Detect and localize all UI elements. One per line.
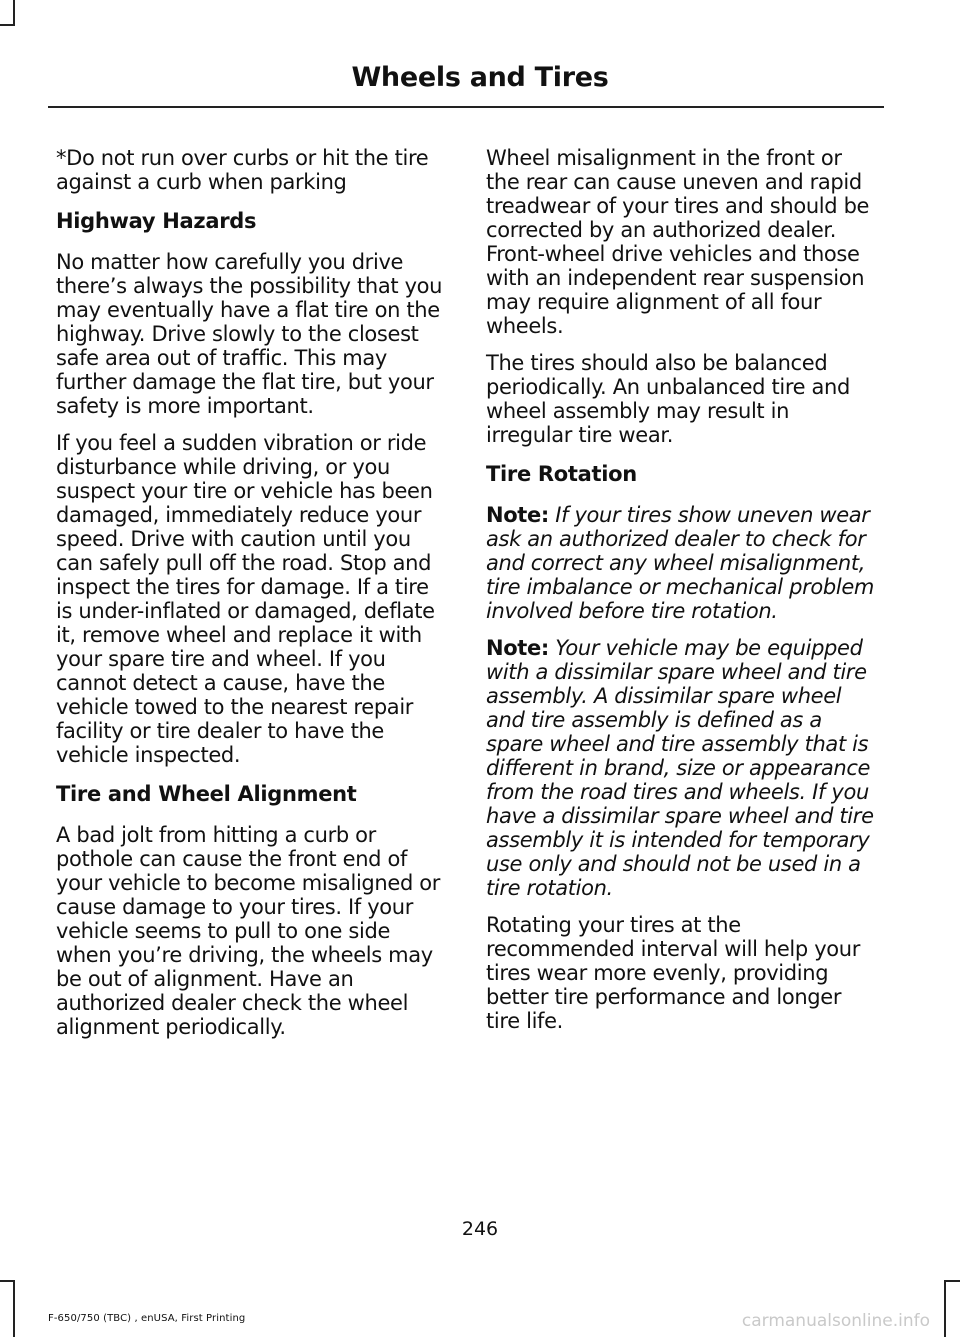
page-title: Wheels and Tires	[351, 62, 609, 93]
note-text: Your vehicle may be equipped with a dissimilar spare wheel and tire assembly. A dissimilar spare wheel and tire assembly is defined as a spare wheel and tire assembly that is different in brand, size or appearance from the road tires and wheels. If you have a dissimilar spare wheel and tire assembly it is intended for temporary use only and should not be used in a tire rotation.	[486, 636, 874, 900]
note-uneven-wear	[486, 503, 880, 623]
watermark: carmanualsonline.info	[741, 1311, 930, 1331]
note-text: If your tires show uneven wear ask an authorized dealer to check for and correct any wheel misalignment, tire imbalance or mechanical problem involved before tire rotation.	[486, 503, 875, 623]
alignment-paragraph: A bad jolt from hitting a curb or pothole can cause the front end of your vehicle to become misaligned or cause damage to your tires. If your vehicle seems to pull to one side when you’re driving, the wheels may be out of alignment. Have an authorized dealer check the wheel alignment periodically.	[56, 823, 441, 1039]
left-column	[56, 146, 448, 1052]
note-dissimilar-spare	[486, 636, 880, 900]
header-divider	[48, 106, 884, 108]
crop-mark-top-left-v	[13, 0, 15, 26]
rotating-paragraph: Rotating your tires at the recommended interval will help your tires wear more evenly, providing better tire performance and longer tire life.	[486, 913, 861, 1033]
page-number: 246	[461, 1218, 499, 1240]
curb-warning-paragraph: *Do not run over curbs or hit the tire against a curb when parking	[56, 146, 429, 194]
misalignment-paragraph: Wheel misalignment in the front or the rear can cause uneven and rapid treadwear of your tires and should be corrected by an authorized dealer. Front-wheel drive vehicles and those with an independent rear suspension may require alignment of all four wheels.	[486, 146, 870, 338]
alignment-heading: Tire and Wheel Alignment	[56, 782, 357, 806]
crop-mark-bottom-left-h	[0, 1280, 15, 1282]
crop-mark-bottom-right-v	[944, 1280, 946, 1337]
vibration-paragraph: If you feel a sudden vibration or ride disturbance while driving, or you suspect your tire or vehicle has been damaged, immediately reduce your speed. Drive with caution until you can safely pull off the road. Stop and inspect the tires for damage. If a tire is under-inflated or damaged, deflate it, remove wheel and replace it with your spare tire and wheel. If you cannot detect a cause, have the vehicle towed to the nearest repair facility or tire dealer to have the vehicle inspected.	[56, 431, 435, 767]
highway-hazards-heading: Highway Hazards	[56, 209, 257, 233]
note-label: Note:	[486, 503, 549, 527]
balancing-paragraph: The tires should also be balanced periodically. An unbalanced tire and wheel assembly may result in irregular tire wear.	[486, 351, 850, 447]
tire-rotation-heading: Tire Rotation	[486, 462, 637, 486]
note-label: Note:	[486, 636, 549, 660]
crop-mark-top-left-h	[0, 24, 15, 26]
crop-mark-bottom-left-v	[13, 1280, 15, 1337]
highway-hazards-paragraph: No matter how carefully you drive there’s always the possibility that you may eventually have a flat tire on the highway. Drive slowly to the closest safe area out of traffic. This may further damage the flat tire, but your safety is more important.	[56, 250, 443, 418]
publication-info: F-650/750 (TBC) , enUSA, First Printing	[48, 1313, 246, 1324]
crop-mark-bottom-right-h	[944, 1280, 960, 1282]
right-column	[486, 146, 880, 1046]
